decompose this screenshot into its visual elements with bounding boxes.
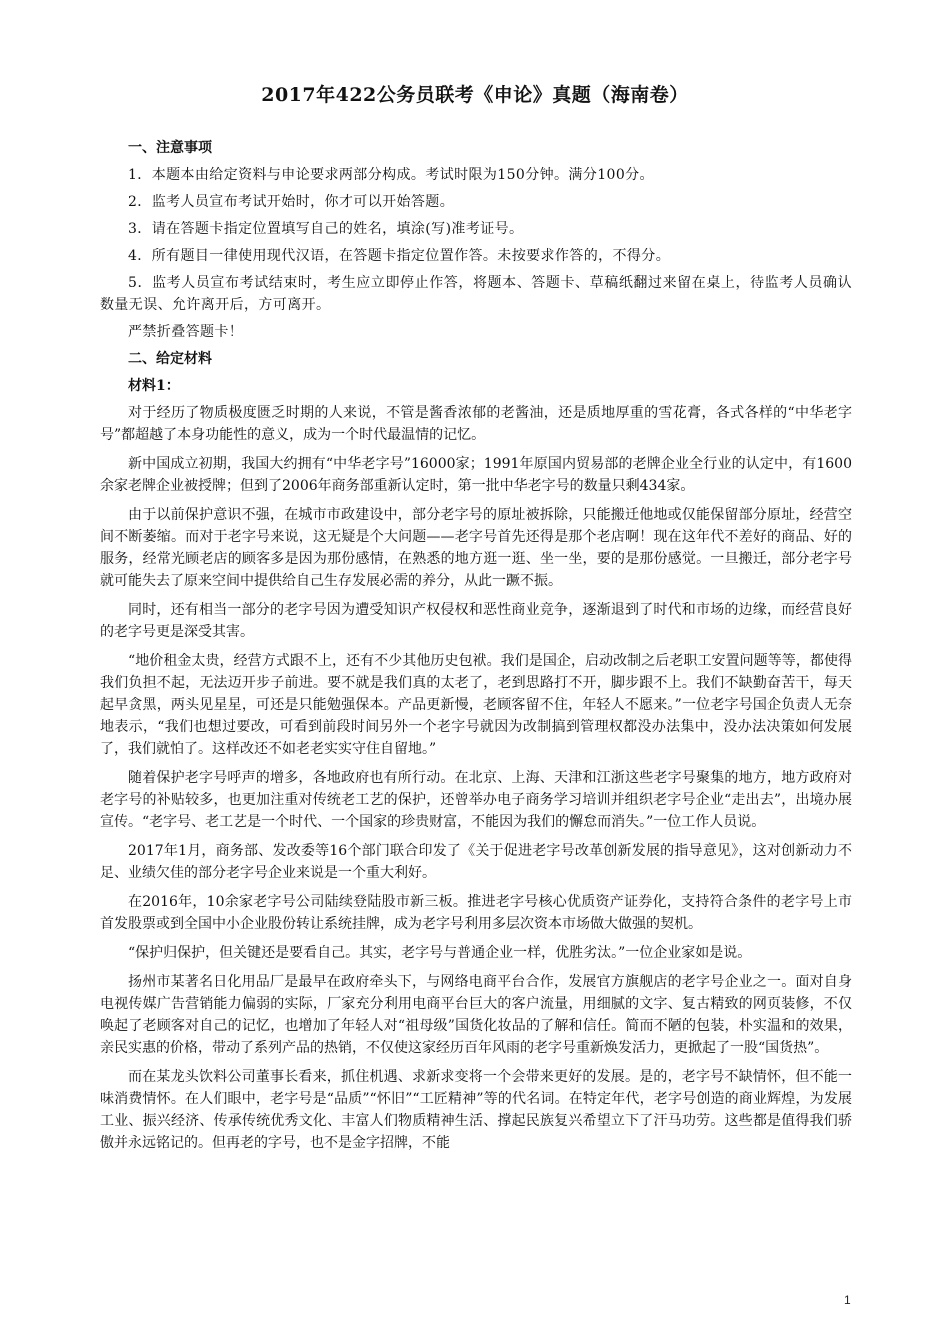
page-number: 1 [844, 1293, 851, 1307]
notice-item: 5．监考人员宣布考试结束时，考生应立即停止作答，将题本、答题卡、草稿纸翻过来留在桌上，待监考人员确认数量无误、允许离开后，方可离开。 [100, 275, 852, 313]
body-paragraph: 对于经历了物质极度匮乏时期的人来说，不管是酱香浓郁的老酱油，还是质地厚重的雪花膏，各式各样的“中华老字号”都超越了本身功能性的意义，成为一个时代最温情的记忆。 [100, 405, 852, 443]
body-paragraph: 同时，还有相当一部分的老字号因为遭受知识产权侵权和恶性商业竞争，逐渐退到了时代和市场的边缘，而经营良好的老字号更是深受其害。 [100, 602, 852, 640]
section-heading-notes: 一、注意事项 [128, 140, 212, 156]
document-title: 2017年422公务员联考《申论》真题（海南卷） [261, 84, 689, 106]
body-paragraph: 2017年1月，商务部、发改委等16个部门联合印发了《关于促进老字号改革创新发展的指导意见》，这对创新动力不足、业绩欠佳的部分老字号企业来说是一个重大利好。 [100, 843, 852, 881]
notice-item: 4．所有题目一律使用现代汉语，在答题卡指定位置作答。未按要求作答的，不得分。 [128, 248, 671, 264]
body-paragraph: 新中国成立初期，我国大约拥有“中华老字号”16000家；1991年原国内贸易部的老牌企业全行业的认定中，有1600余家老牌企业被授牌；但到了2006年商务部重新认定时，第一批中华老字号的数量只剩434家。 [100, 456, 852, 494]
body-paragraph: 扬州市某著名日化用品厂是最早在政府牵头下，与网络电商平台合作，发展官方旗舰店的老字号企业之一。面对自身电视传媒广告营销能力偏弱的实际，厂家充分利用电商平台巨大的客户流量，用细腻的文字、复古精致的网页装修，不仅唤起了老顾客对自己的记忆，也增加了年轻人对“祖母级”国货化妆品的了解和信任。简而不陋的包装，朴实温和的效果，亲民实惠的价格，带动了系列产品的热销，不仅使这家经历百年风雨的老字号重新焕发活力，更掀起了一股“国货热”。 [100, 974, 852, 1056]
notice-item: 1．本题本由给定资料与申论要求两部分构成。考试时限为150分钟。满分100分。 [128, 167, 654, 183]
document-body [100, 137, 852, 1161]
body-paragraph: 在2016年，10余家老字号公司陆续登陆股市新三板。推进老字号核心优质资产证券化，支持符合条件的老字号上市首发股票或到全国中小企业股份转让系统挂牌，成为老字号利用多层次资本市场做大做强的契机。 [100, 894, 852, 932]
body-paragraph: 而在某龙头饮料公司董事长看来，抓住机遇、求新求变将一个会带来更好的发展。是的，老字号不缺情怀，但不能一味消费情怀。在人们眼中，老字号是“品质”“怀旧”“工匠精神”等的代名词。在特定年代，老字号创造的商业辉煌，为发展工业、振兴经济、传承传统优秀文化、丰富人们物质精神生活、撑起民族复兴希望立下了汗马功劳。这些都是值得我们骄傲并永远铭记的。但再老的字号，也不是金字招牌，不能 [100, 1069, 852, 1151]
body-paragraph: “保护归保护，但关键还是要看自己。其实，老字号与普通企业一样，优胜劣汰。”一位企业家如是说。 [128, 945, 752, 961]
material-label: 材料1： [128, 378, 180, 394]
body-paragraph: 随着保护老字号呼声的增多，各地政府也有所行动。在北京、上海、天津和江浙这些老字号聚集的地方，地方政府对老字号的补贴较多，也更加注重对传统老工艺的保护，还曾举办电子商务学习培训并组织老字号企业“走出去”，出境办展宣传。“老字号、老工艺是一个时代、一个国家的珍贵财富，不能因为我们的懈怠而消失。”一位工作人员说。 [100, 770, 852, 830]
body-paragraph: 由于以前保护意识不强，在城市市政建设中，部分老字号的原址被拆除，只能搬迁他地或仅能保留部分原址，经营空间不断萎缩。而对于老字号来说，这无疑是个大问题——老字号首先还得是那个老店啊！现在这年代不差好的商品、好的服务，经常光顾老店的顾客多是因为那份感情，在熟悉的地方逛一逛、坐一坐，要的是那份感觉。一旦搬迁，部分老字号就可能失去了原来空间中提供给自己生存发展必需的养分，从此一蹶不振。 [100, 507, 852, 589]
notice-item: 3．请在答题卡指定位置填写自己的姓名，填涂(写)准考证号。 [128, 221, 524, 237]
section-heading-materials: 二、给定材料 [128, 351, 212, 367]
body-paragraph: “地价租金太贵，经营方式跟不上，还有不少其他历史包袱。我们是国企，启动改制之后老职工安置问题等等，都使得我们负担不起，无法迈开步子前进。要不就是我们真的太老了，老到思路打不开，脚步跟不上。我们不缺勤奋苦干，每天起早贪黑，两头见星星，可还是只能勉强保本。产品更新慢，老顾客留不住，年轻人不愿来。”一位老字号国企负责人无奈地表示，“我们也想过要改，可看到前段时间另外一个老字号就因为改制搞到管理权都没办法集中，没办法决策如何发展了，我们就怕了。这样改还不如老老实实守住自留地。” [100, 653, 852, 757]
warning-text: 严禁折叠答题卡！ [128, 324, 244, 340]
notice-item: 2．监考人员宣布考试开始时，你才可以开始答题。 [128, 194, 455, 210]
